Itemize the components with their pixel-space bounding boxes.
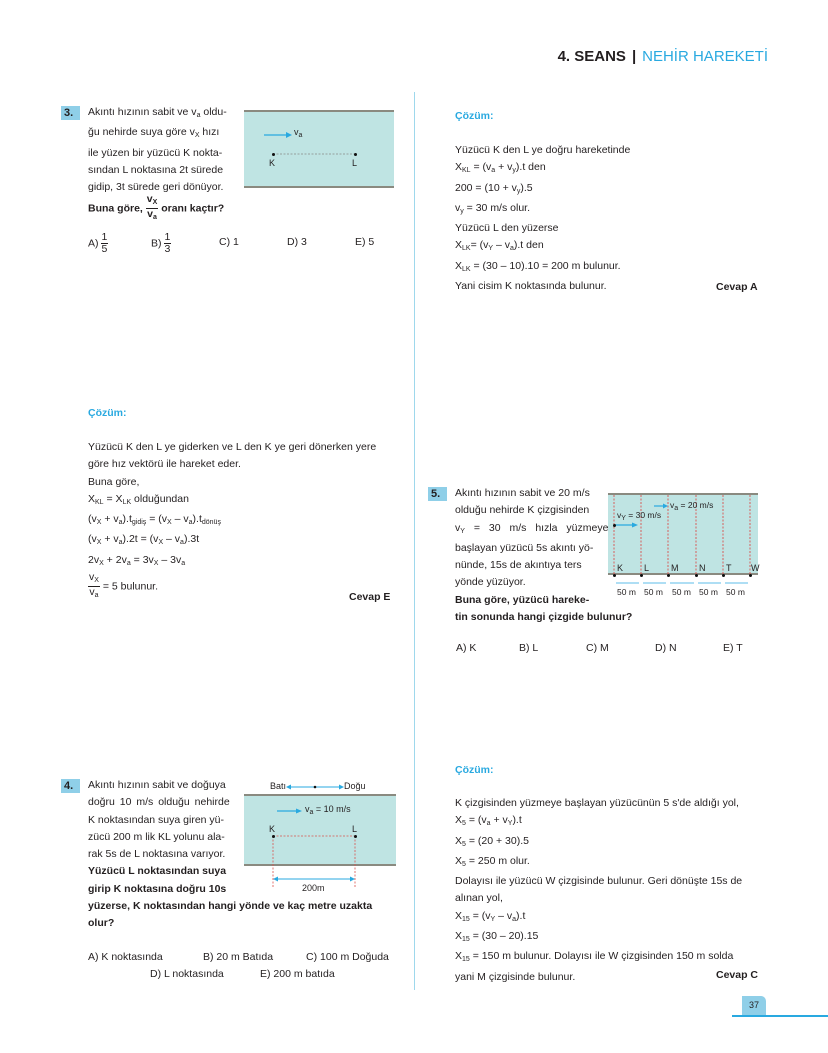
point-k-label: K [269,158,276,168]
river-diagram-q4 [244,780,396,895]
question-number-badge: 4. [61,779,80,793]
solution-title: Çözüm: [455,764,494,776]
option-a[interactable]: A) K [456,642,477,654]
option-a[interactable]: A) $\frac{1}{5}$ [88,231,108,255]
option-b[interactable]: B) 20 m Batıda [203,951,274,963]
point-k-label: K [269,824,276,834]
answer-label: Cevap E [349,591,391,603]
question-line: sından L noktasına 2t sürede [88,163,224,176]
solution-q5-body: K çizgisinden yüzmeye başlayan yüzücünün 5 s'de aldığı yol, $X_5 = (v_a + v_Y).t$ $X_5 = (20 + 30).5$ $X_5 = 250$ m olur. Dolayısı ile yüzücü W çizgisinde bulunur. Geri dönüşte 15s de alınan yol, $X_{15} = (v_Y - v_a).t$ $X_{15} = (30 - 20).15$ $X_{15} = 150$ m bulunur. Dolayısı ile W çizgisinden 150 m solda yani M çizgisinde bulunur. [455,797,743,983]
point-l-dot [354,153,357,156]
footer-rule [732,1015,828,1017]
solution-title: Çözüm: [455,110,494,122]
diagram-lines [244,780,396,895]
ratio-fraction: $\frac{v_X}{v_a}$ [146,193,158,222]
option-d[interactable]: D) N [655,642,677,654]
question-line: gidip, 3t sürede geri dönüyor. [88,181,224,194]
question-number-badge: 3. [61,106,80,120]
solution-title: Çözüm: [88,407,127,419]
point-l-label: L [352,158,358,168]
header-separator: | [631,48,637,65]
current-velocity-label: $v_a = 20$ m/s [670,500,714,512]
point-l-label: L [352,824,358,834]
option-a[interactable]: A) K noktasında [88,951,163,963]
east-label: Doğu [344,781,366,791]
option-c[interactable]: C) 100 m Doğuda [306,951,389,963]
answer-label: Cevap C [716,969,759,981]
topic-title: NEHİR HAREKETİ [642,48,768,65]
solution-q3-body: Yüzücü K den L ye giderken ve L den K ye geri dönerken yere göre hız vektörü ile hareket eder. Buna göre, $X_{KL} = X_{LK}$ olduğundan $(v_X + v_a).t_{gidiş} = (v_X - v_a).t_{dönüş}$ $(v_X + v_a).2t = (v_X - v_a).3t$ $2v_X + 2v_a = 3v_X - 3v_a$ $\frac{v_X}{v_a}$ = 5 bulunur. [88,441,377,600]
answer-label: Cevap A [716,281,758,293]
arrow-right-icon [244,112,394,186]
swimmer-start-dot [613,524,616,527]
solution-q4-body: Yüzücü K den L ye doğru hareketinde $X_{KL} = (v_a + v_y).t$ den $200 = (10 + v_y).5$ $v_y = 30$ m/s olur. Yüzücü L den yüzerse $X_{LK}= (v_Y - v_a).t$ den $X_{LK} = (30 - 10).10 = 200$ m bulunur. Yani cisim K noktasında bulunur. [455,144,631,293]
line-label-w: W [751,563,760,573]
option-d[interactable]: D) L noktasında [150,968,224,980]
column-divider [414,92,415,990]
question-number-badge: 5. [428,487,447,501]
option-c[interactable]: C) 1 [219,236,239,248]
page-header [558,48,768,65]
option-e[interactable]: E) T [723,642,743,654]
question-line: Akıntı hızının sabit ve $v_a$ oldu- [88,106,227,119]
page-number: 37 [742,996,766,1015]
distance-label: 200m [302,883,325,893]
question-prompt: Buna göre, $\frac{v_X}{v_a}$ oranı kaçtır? [88,193,225,222]
line-label-m: M [671,563,679,573]
line-label-l: L [644,563,650,573]
option-c[interactable]: C) M [586,642,609,654]
option-b[interactable]: B) $\frac{1}{3}$ [151,231,171,255]
option-e[interactable]: E) 200 m batıda [260,968,335,980]
question-line: ile yüzen bir yüzücü K nokta- [88,146,223,159]
session-title: 4. SEANS [557,48,626,65]
point-k-dot [272,153,275,156]
option-d[interactable]: D) 3 [287,236,307,248]
river-diagram-q3 [244,110,394,188]
river-diagram-q5: $v_a = 20$ m/s $v_Y = 30$ m/s K L M N T W 50 m 50 m 50 m 50 m 50 m [608,493,758,605]
line-label-t: T [726,563,732,573]
velocity-label: $v_a$ [294,127,303,139]
swimmer-velocity-label: $v_Y = 30$ m/s [617,510,662,522]
option-e[interactable]: E) 5 [355,236,375,248]
question-line: ğu nehirde suya göre $v_X$ hızı [88,126,220,140]
option-b[interactable]: B) L [519,642,539,654]
west-label: Batı [270,781,287,791]
question-3-text [88,104,238,223]
line-label-n: N [699,563,706,573]
line-label-k: K [617,563,624,573]
question-4-text: Akıntı hızının sabit ve doğuya doğru 10 m/s olduğu nehirde K noktasından suya giren yü- zücü 200 m lik KL yolunu ala- rak 5s de L noktasına varıyor. Yüzücü L noktasından suya girip K noktasına doğru 10s yüzerse, K noktasından hangi yönde ve kaç metre uzakta olur? [88,779,373,930]
question-5-text: Akıntı hızının sabit ve 20 m/s olduğu nehirde K çizgisinden $v_Y = 30$ m/s hızla yüzmeye başlayan yüzücü 5s akıntı yö- nünde, 15s de akıntıya ters yönde yüzüyor. Buna göre, yüzücü hareke- tin sonunda hangi çizgide bulunur? [455,487,633,624]
velocity-label: $v_a = 10$ m/s [305,804,351,816]
